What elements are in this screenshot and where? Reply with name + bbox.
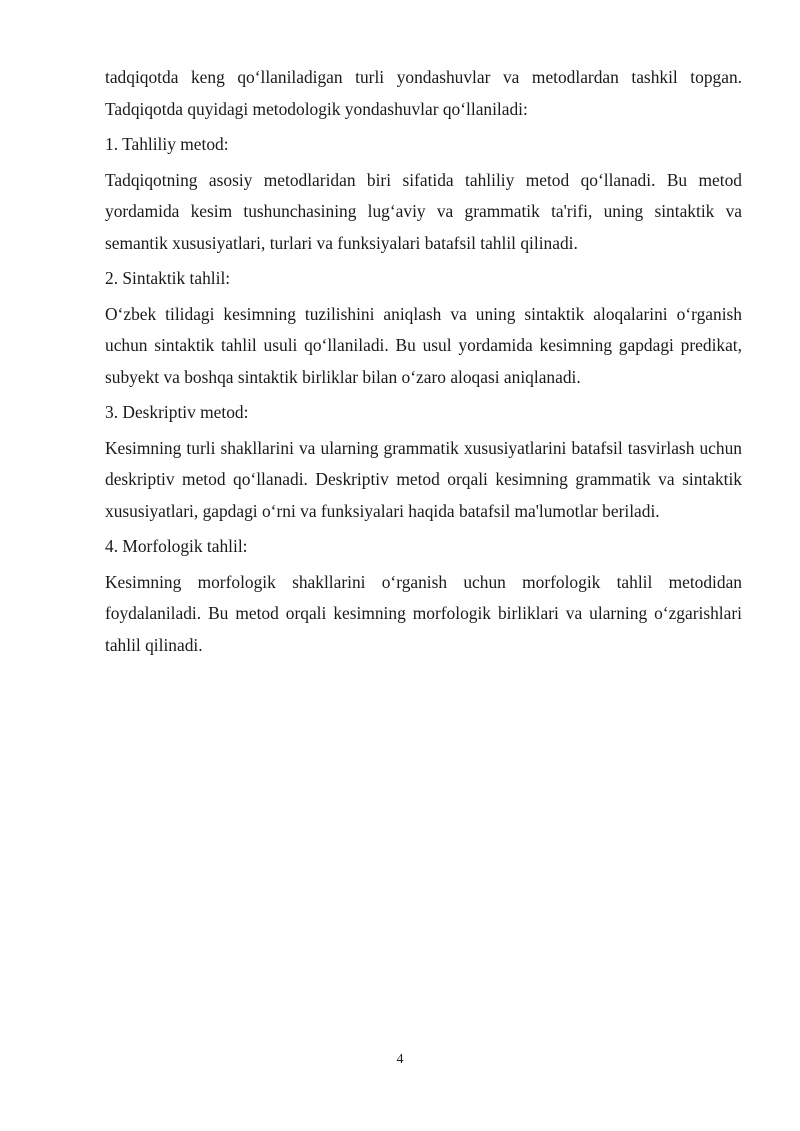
section-heading-morphological-analysis: 4. Morfologik tahlil:: [105, 536, 248, 556]
intro-paragraph: tadqiqotda keng qo‘llaniladigan turli yondashuvlar va metodlardan tashkil topgan. Tadqiqotda quyidagi metodologik yondashuvlar qo‘llaniladi:: [105, 67, 742, 119]
page-number: 4: [396, 1052, 404, 1067]
morphological-analysis-paragraph: Kesimning morfologik shakllarini o‘rganish uchun morfologik tahlil metodidan foydalaniladi. Bu metod orqali kesimning morfologik birliklari va ularning o‘zgarishlari tahlil qilinadi.: [105, 571, 742, 655]
page-body: [105, 62, 742, 665]
descriptive-method-paragraph: Kesimning turli shakllarini va ularning grammatik xususiyatlarini batafsil tasvirlash uchun deskriptiv metod qo‘llanadi. Deskriptiv metod orqali kesimning grammatik va sintaktik xususiyatlari, gapdagi o‘rni va funksiyalari haqida batafsil ma'lumotlar beriladi.: [105, 437, 742, 521]
analytical-method-paragraph: Tadqiqotning asosiy metodlaridan biri sifatida tahliliy metod qo‘llanadi. Bu metod yordamida kesim tushunchasining lug‘aviy va grammatik ta'rifi, uning sintaktik va semantik xususiyatlari, turlari va funksiyalari batafsil tahlil qilinadi.: [105, 169, 742, 253]
syntactic-analysis-paragraph: O‘zbek tilidagi kesimning tuzilishini aniqlash va uning sintaktik aloqalarini o‘rganish uchun sintaktik tahlil usuli qo‘llaniladi. Bu usul yordamida kesimning gapdagi predikat, subyekt va boshqa sintaktik birliklar bilan o‘zaro aloqasi aniqlanadi.: [105, 303, 742, 387]
section-heading-analytical-method: 1. Tahliliy metod:: [105, 134, 229, 154]
section-heading-syntactic-analysis: 2. Sintaktik tahlil:: [105, 268, 231, 288]
section-heading-descriptive-method: 3. Deskriptiv metod:: [105, 402, 249, 422]
